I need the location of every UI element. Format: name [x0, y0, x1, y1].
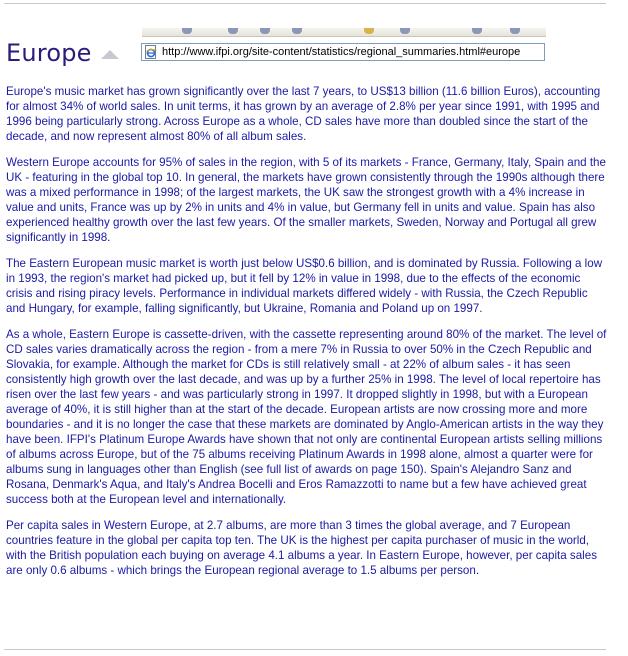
paragraph: Per capita sales in Western Europe, at 2.7 albums, are more than 3 times the global average, and 7 European countries feature in the global per capita top ten. The UK is the highest per capita purchaser of music in the world, with the British population each buying on average 4.1 albums a year. In Eastern Europe, however, per capita sales are only 0.6 albums - which brings the European regional average to 1.5 albums per person.	[6, 519, 597, 577]
address-bar[interactable]	[141, 43, 545, 61]
url-text: http://www.ifpi.org/site-content/statistics/regional_summaries.html#europe	[162, 46, 521, 58]
section-header	[6, 38, 119, 68]
ie-page-icon	[144, 45, 158, 59]
paragraph: The Eastern European music market is worth just below US$0.6 billion, and is dominated by Russia. Following a low in 1993, the region's market had picked up, but it fell by 12% in value in 1998, due to the effects of the economic crisis and rising piracy levels. Performance in individual markets differed widely - with Russia, the Czech Republic and Hungary, for example, falling significantly, but Ukraine, Romania and Poland up on 1997.	[6, 257, 603, 315]
article-body	[6, 84, 608, 589]
bottom-divider	[4, 649, 606, 650]
page-title: Europe	[6, 39, 92, 67]
paragraph: As a whole, Eastern Europe is cassette-driven, with the cassette representing around 80% of the market. The level of CD sales varies dramatically across the region - from a mere 7% in Russia to over 50% in the Czech Republic and Slovakia, for example. Although the market for CDs is still relatively small - at 22% of album sales - it has seen consistently high growth over the last decade, and was up by a further 25% in 1998. The level of local repertoire has risen over the last few years - and was particularly strong in 1997. It dropped slightly in 1998, but with a European average of 40%, it is still higher than at the start of the decade. European artists are now crossing more and more boundaries - and it is no longer the case that these markets are dominated by Anglo-American artists in the way they have been. IFPI's Platinum Europe Awards have shown that not only are continental European artists selling millions of albums across Europe, but of the 75 albums receiving Platinum Awards in 1998 alone, almost a quarter were for albums sung in languages other than English (see full list of awards on page 150). Spain's Alejandro Sanz and Rosana, Denmark's Aqua, and Italy's Andrea Bocelli and Eros Ramazzotti to name but a few have achieved great success both at the European level and internationally.	[6, 328, 607, 506]
browser-toolbar-fragment	[142, 28, 546, 37]
top-divider	[4, 3, 606, 4]
paragraph: Western Europe accounts for 95% of sales in the region, with 5 of its markets - France, Germany, Italy, Spain and the UK - featuring in the global top 10. In general, the markets have grown consistently through the 1990s although there was a mixed performance in 1998; of the largest markets, the UK saw the strongest growth with a 4% increase in value and units, France was up by 2% in units and 4% in value, but Germany fell in units and value. Spain has also experienced healthy growth over the last few years. Of the smaller markets, Sweden, Norway and Portugal all grew significantly in 1998.	[6, 156, 606, 244]
paragraph: Europe's music market has grown significantly over the last 7 years, to US$13 billion (11.6 billion Euros), accounting for almost 34% of world sales. In unit terms, it has grown by an average of 2.8% per year since 1991, with 1995 and 1996 being particularly strong. Across Europe as a whole, CD sales have more than doubled since the start of the decade, and now represent almost 80% of all album sales.	[6, 85, 601, 143]
up-arrow-icon[interactable]	[101, 50, 119, 59]
